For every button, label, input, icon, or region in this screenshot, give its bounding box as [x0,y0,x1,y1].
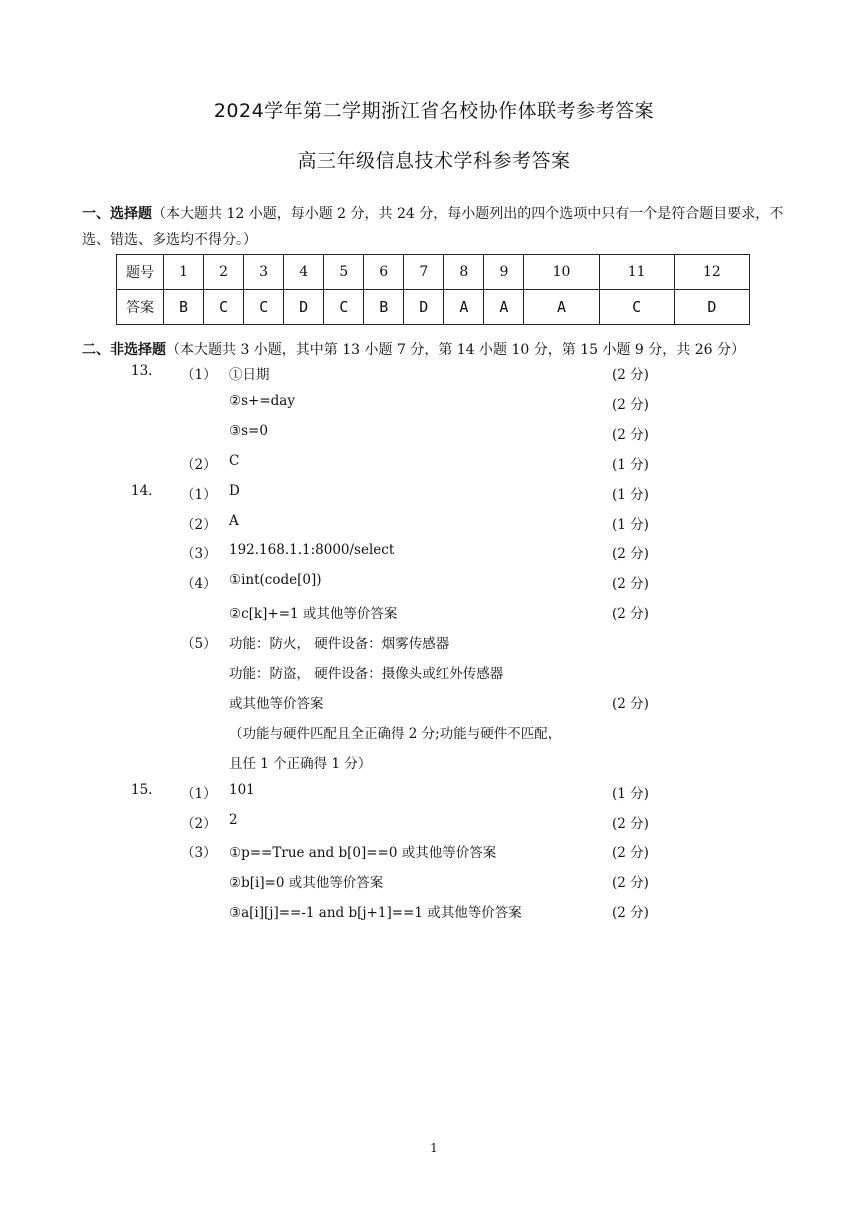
page-number: 1 [430,1141,438,1155]
table-cell: B [364,290,404,325]
table-cell: D [404,290,444,325]
table-cell: D [674,290,749,325]
subquestion-number: （1） [181,786,217,802]
answer-text: 功能：防盗， 硬件设备：摄像头或红外传感器 [229,666,504,682]
score-text: (1 分) [612,457,649,473]
subquestion-number: （5） [181,636,217,652]
table-row-answers [117,290,750,325]
score-text: (2 分) [612,816,649,832]
table-cell: C [204,290,244,325]
score-text: (2 分) [612,875,649,891]
table-cell: 3 [244,255,284,290]
row-label-question: 题号 [117,255,164,290]
table-cell: 11 [599,255,674,290]
answer-text: 192.168.1.1:8000/select [229,542,395,558]
section1-desc: （本大题共 12 小题，每小题 2 分，共 24 分，每小题列出的四个选项中只有一个是符合题目要求，不选、错选、多选均不得分。） [82,206,784,248]
subquestion-number: （2） [181,816,217,832]
question-number: 14. [131,483,153,499]
question-number: 15. [131,782,153,798]
score-text: (2 分) [612,427,649,443]
subquestion-number: （1） [181,367,217,383]
answer-text: ①int(code[0]) [229,572,322,588]
answer-text: ③a[i][j]==-1 and b[j+1]==1 或其他等价答案 [229,905,522,921]
table-cell: 1 [164,255,204,290]
row-label-answer: 答案 [117,290,164,325]
subquestion-number: （2） [181,457,217,473]
score-text: (2 分) [612,606,649,622]
document-title: 2024学年第二学期浙江省名校协作体联考参考答案 [213,100,655,122]
table-cell: C [244,290,284,325]
answer-text: 且任 1 个正确得 1 分） [229,756,372,772]
table-cell: 6 [364,255,404,290]
question-number: 13. [131,363,153,379]
answer-text: ②b[i]=0 或其他等价答案 [229,875,384,891]
score-text: (2 分) [612,576,649,592]
answer-table [116,254,750,325]
table-cell: 2 [204,255,244,290]
answer-text: ②c[k]+=1 或其他等价答案 [229,606,398,622]
answer-text: C [229,453,240,469]
subquestion-number: （2） [181,517,217,533]
section2-intro [82,337,794,363]
table-cell: D [284,290,324,325]
table-cell: 9 [484,255,524,290]
section1-heading: 一、选择题 [82,206,152,222]
answer-text: ③s=0 [229,423,268,439]
table-cell: 10 [524,255,599,290]
score-text: (1 分) [612,517,649,533]
answer-text: 2 [229,812,238,828]
answer-text: ②s+=day [229,393,295,409]
score-text: (2 分) [612,905,649,921]
table-cell: A [444,290,484,325]
table-cell: A [484,290,524,325]
answer-text: D [229,483,240,499]
table-row-numbers [117,255,750,290]
score-text: (2 分) [612,696,649,712]
score-text: (1 分) [612,786,649,802]
table-cell: 12 [674,255,749,290]
table-cell: C [599,290,674,325]
section2-heading: 二、非选择题 [82,342,166,358]
score-text: (2 分) [612,546,649,562]
subquestion-number: （3） [181,546,217,562]
table-cell: C [324,290,364,325]
subquestion-number: （3） [181,845,217,861]
section2-desc: （本大题共 3 小题，其中第 13 小题 7 分，第 14 小题 10 分，第 15 小题 9 分，共 26 分） [166,342,745,358]
document-subtitle: 高三年级信息技术学科参考答案 [297,150,571,172]
table-cell: A [524,290,599,325]
score-text: (2 分) [612,367,649,383]
subquestion-number: （1） [181,487,217,503]
section1-intro [82,201,794,253]
table-cell: 7 [404,255,444,290]
table-cell: B [164,290,204,325]
answer-text: 101 [229,782,255,798]
score-text: (2 分) [612,397,649,413]
table-cell: 8 [444,255,484,290]
answer-text: A [229,513,239,529]
answer-text: 功能：防火， 硬件设备：烟雾传感器 [229,636,450,652]
score-text: (1 分) [612,487,649,503]
score-text: (2 分) [612,845,649,861]
answer-text: ①p==True and b[0]==0 或其他等价答案 [229,845,497,861]
subquestion-number: （4） [181,576,217,592]
answer-text: （功能与硬件匹配且全正确得 2 分;功能与硬件不匹配， [229,726,562,742]
table-cell: 4 [284,255,324,290]
answer-text: ①日期 [229,367,270,383]
answer-text: 或其他等价答案 [229,696,324,712]
table-cell: 5 [324,255,364,290]
